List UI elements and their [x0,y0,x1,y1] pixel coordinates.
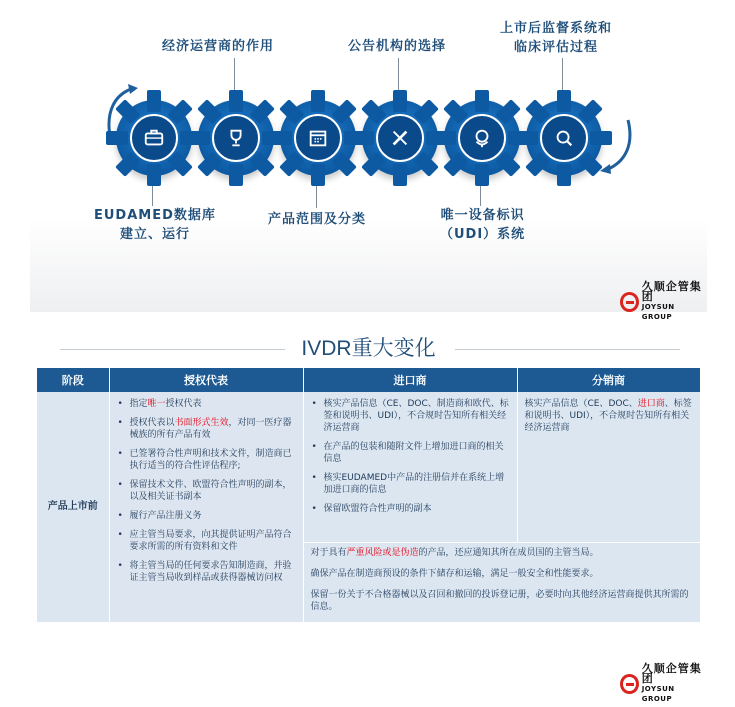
gear-4 [362,100,438,176]
company-logo [620,282,707,322]
shared-text: 对于具有严重风险或是伪造的产品，还应通知其所在成员国的主管当局。 [310,547,599,558]
gear-1 [116,100,192,176]
gear-tooth [557,164,571,186]
label-notified-body: 公告机构的选择 [348,39,447,54]
connector-line [562,58,563,94]
logo-mark-icon [620,674,639,694]
gear-tooth [434,131,456,145]
logo-cn: 久顺企管集团 [641,662,702,685]
col-stage: 阶段 [37,368,109,392]
table-row [37,392,700,542]
gear-tooth [147,90,161,112]
list-item: • 核实EUDAMED中产品的注册信并在系统上增加进口商的信息 [310,472,511,496]
calendar-icon [294,114,342,162]
briefcase-icon [130,114,178,162]
gear-tooth [393,164,407,186]
col-importer: 进口商 [303,368,517,392]
gear-tooth [311,90,325,112]
label-eudamed: EUDAMED数据库 建立、运行 [94,208,216,242]
ruler-pencil-icon [376,114,424,162]
table-header-row [37,368,700,392]
gear-tooth [557,90,571,112]
process-diagram-slide [30,0,707,321]
label-economic-operators: 经济运营商的作用 [162,39,275,54]
gear-tooth [590,131,612,145]
gear-tooth [352,131,374,145]
gear-tooth [270,131,292,145]
list-item: • 应主管当局要求，向其提供证明产品符合要求所需的所有资料和文件 [116,529,297,553]
list-item: • 保留技术文件、欧盟符合性声明的副本，以及相关证书副本 [116,479,297,503]
list-item: • 核实产品信息（CE、DOC、制造商和欧代、标签和说明书、UDI），不合规时告知所有相关经济运营商 [310,398,511,434]
ivdr-table [37,368,701,623]
gear-tooth [495,151,520,176]
slide-title: IVDR重大变化 [301,337,436,360]
gear-6 [526,100,602,176]
importer-cell [303,392,517,542]
connector-line [234,58,235,94]
gear-5 [444,100,520,176]
gear-tooth [188,131,210,145]
gear-tooth [516,131,538,145]
ivdr-changes-slide [30,324,707,703]
shared-cell [303,542,700,622]
gear-tooth [331,151,356,176]
gear-tooth [311,164,325,186]
trophy-icon [212,114,260,162]
cycle-arrow-right [598,118,638,174]
shared-text: 保留一份关于不合格器械以及召回和撤回的投诉登记册，必要时向其他经济运营商提供其所需的信息。 [310,589,689,612]
list-item: • 将主管当局的任何要求告知制造商，并验证主管当局收到样品或获得器械访问权 [116,560,297,584]
gear-tooth [229,90,243,112]
stage-cell: 产品上市前 [37,392,109,622]
gear-tooth [249,151,274,176]
list-item: • 已签署符合性声明和技术文件，制造商已执行适当的符合性评估程序; [116,448,297,472]
logo-en: JOYSUN GROUP [641,303,675,321]
connector-line [398,58,399,94]
list-item: • 指定唯一授权代表 [116,398,297,410]
shared-text: 确保产品在制造商预设的条件下储存和运输，满足一般安全和性能要求。 [310,568,599,579]
magnifier-icon [540,114,588,162]
gear-tooth [167,151,192,176]
gear-tooth [106,131,128,145]
distributor-cell: 核实产品信息（CE、DOC、进口商、标签和说明书、UDI），不合规时告知所有相关经济运营商 [517,392,700,542]
col-distributor: 分销商 [517,368,700,392]
label-post-market: 上市后监督系统和 临床评估过程 [500,21,613,55]
col-auth-rep: 授权代表 [109,368,303,392]
list-item: • 保留欧盟符合性声明的副本 [310,503,511,515]
gear-2 [198,100,274,176]
list-item: • 在产品的包装和随附文件上增加进口商的相关信息 [310,441,511,465]
auth-rep-cell [109,392,303,622]
list-item: • 履行产品注册义务 [116,510,297,522]
logo-cn: 久顺企管集团 [641,280,702,303]
company-logo [620,664,707,704]
logo-en: JOYSUN GROUP [641,685,675,703]
list-item: • 授权代表以书面形式生效，对同一医疗器械族的所有产品有效 [116,417,297,441]
gear-tooth [413,151,438,176]
globe-icon [458,114,506,162]
label-product-scope: 产品范围及分类 [268,212,367,227]
gear-tooth [147,164,161,186]
logo-mark-icon [620,292,639,312]
gear-tooth [393,90,407,112]
gear-tooth [475,90,489,112]
label-udi: 唯一设备标识 （UDI）系统 [440,208,526,242]
gear-tooth [475,164,489,186]
gear-tooth [229,164,243,186]
gear-3 [280,100,356,176]
title-divider-right [455,349,680,350]
